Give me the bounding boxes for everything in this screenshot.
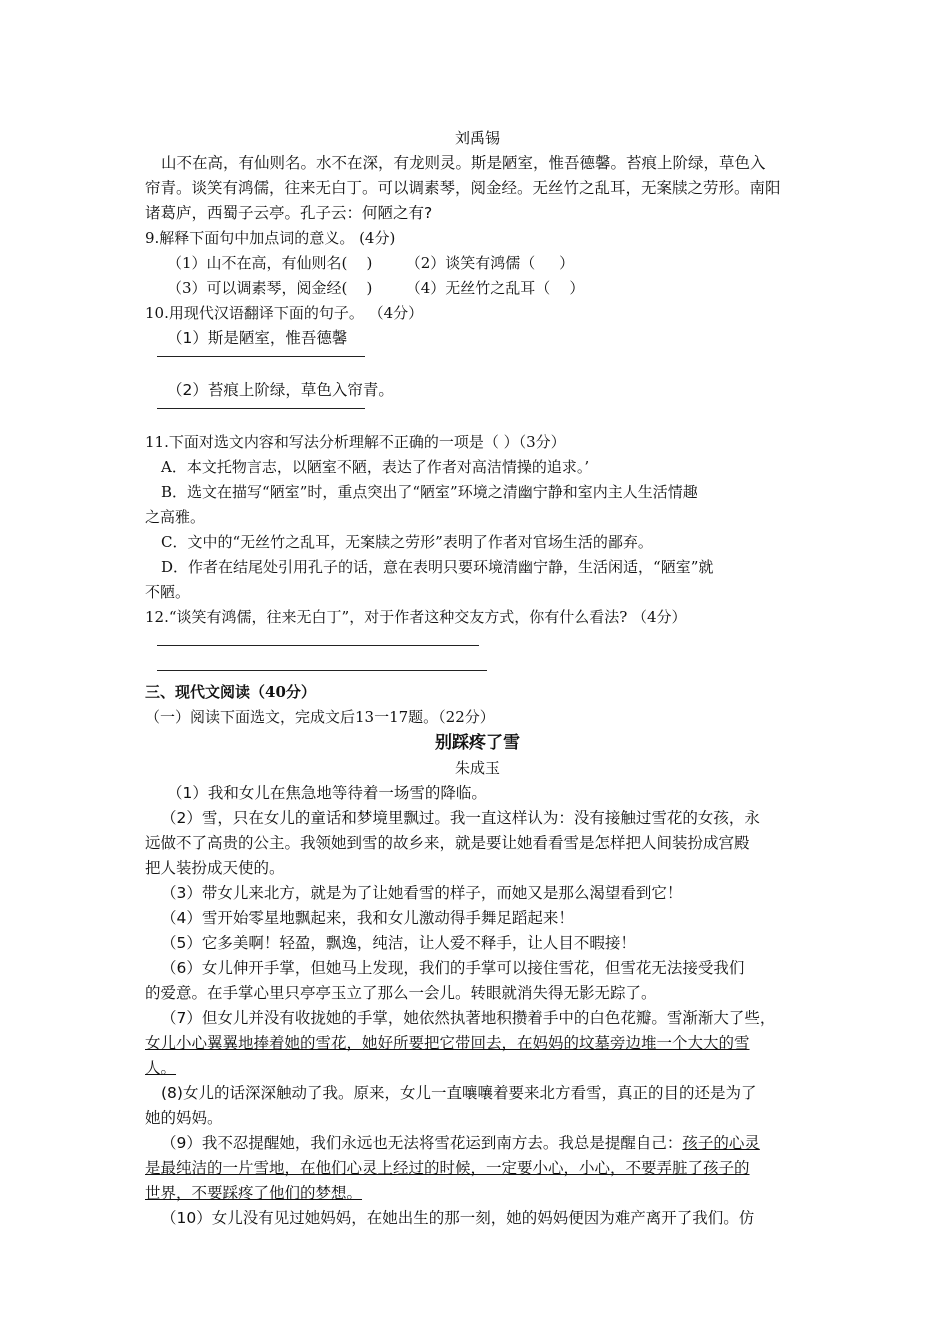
q11-option-d-line-1: D．作者在结尾处引用孔子的话，意在表明只要环境清幽宁静，生活闲适，“陋室”就 [161, 558, 714, 576]
q11-option-d-line-2: 不陋。 [145, 583, 191, 601]
story-paragraph-10: （10）女儿没有见过她妈妈，在她出生的那一刻，她的妈妈便因为难产离开了我们。仿 [161, 1209, 755, 1227]
q11-option-c: C．文中的“无丝竹之乱耳，无案牍之劳形”表明了作者对官场生活的鄙弃。 [161, 533, 653, 551]
q10-item-2: （2）苔痕上阶绿，草色入帘青。 [167, 381, 394, 399]
story-paragraph-5: （5）它多美啊！轻盈，飘逸，纯洁，让人爱不释手，让人目不暇接！ [161, 934, 636, 952]
answer-line[interactable] [157, 644, 479, 646]
answer-line[interactable] [157, 355, 365, 357]
story-paragraph-6-line-2: 的爱意。在手掌心里只亭亭玉立了那么一会儿。转眼就消失得无影无踪了。 [145, 984, 657, 1002]
poem-author: 刘禹锡 [454, 129, 500, 147]
q11-stem: 11.下面对选文内容和写法分析理解不正确的一项是（ ）（3分） [145, 433, 566, 451]
story-title: 别踩疼了雪 [435, 733, 520, 753]
story-paragraph-9-text: （9）我不忍提醒她，我们永远也无法将雪花运到南方去。我总是提醒自己： [161, 1134, 683, 1152]
q11-option-a: A．本文托物言志，以陋室不陋，表达了作者对高洁情操的追求。’ [161, 458, 590, 476]
story-paragraph-6-line-1: （6）女儿伸开手掌，但她马上发现，我们的手掌可以接住雪花，但雪花无法接受我们 [161, 959, 745, 977]
q10-answer-space-1 [145, 355, 810, 378]
answer-line[interactable] [157, 407, 365, 409]
section-3-subheading: （一）阅读下面选文，完成文后13一17题。（22分） [145, 708, 495, 726]
story-paragraph-9-line-3: 世界，不要踩疼了他们的梦想。 [145, 1184, 363, 1202]
q11-option-b-line-1: B．选文在描写“陋室”时，重点突出了“陋室”环境之清幽宁静和室内主人生活情趣 [161, 483, 698, 501]
document-page [145, 126, 810, 1231]
q9-row-1: （1）山不在高，有仙则名( ) （2）谈笑有鸿儒（ ） [167, 254, 575, 272]
story-author: 朱成玉 [454, 759, 500, 777]
story-paragraph-9-line-2: 是最纯洁的一片雪地，在他们心灵上经过的时候，一定要小心，小心，不要弄脏了孩子的 [145, 1159, 750, 1177]
answer-line[interactable] [157, 669, 487, 671]
q12-answer-space-2 [145, 655, 810, 680]
story-paragraph-7-line-3: 人。 [145, 1059, 177, 1077]
story-paragraph-1: （1）我和女儿在焦急地等待着一场雪的降临。 [167, 784, 487, 802]
poem-text-line-2: 帘青。谈笑有鸿儒，往来无白丁。可以调素琴，阅金经。无丝竹之乱耳，无案牍之劳形。南阳 [145, 179, 781, 197]
poem-text-line-1: 山不在高，有仙则名。水不在深，有龙则灵。斯是陋室，惟吾德馨。苔痕上阶绿，草色入 [161, 154, 766, 172]
q12-answer-space [145, 630, 810, 655]
story-paragraph-9-line-1 [145, 1131, 810, 1156]
story-paragraph-7-line-1: （7）但女儿并没有收拢她的手掌，她依然执著地积攒着手中的白色花瓣。雪渐渐大了些， [161, 1009, 776, 1027]
story-paragraph-4: （4）雪开始零星地飘起来，我和女儿激动得手舞足蹈起来！ [161, 909, 574, 927]
section-3-heading: 三、现代文阅读（40分） [145, 683, 316, 701]
story-paragraph-2-line-3: 把人装扮成天使的。 [145, 859, 285, 877]
story-paragraph-2-line-1: （2）雪，只在女儿的童话和梦境里飘过。我一直这样认为：没有接触过雪花的女孩，永 [161, 809, 760, 827]
q9-row-2: （3）可以调素琴，阅金经( ) （4）无丝竹之乱耳（ ） [167, 279, 585, 297]
story-paragraph-7-line-2: 女儿小心翼翼地捧着她的雪花，她好所要把它带回去，在妈妈的坟墓旁边堆一个大大的雪 [145, 1034, 750, 1052]
poem-text-line-3: 诸葛庐，西蜀子云亭。孔子云：何陋之有? [145, 204, 433, 222]
story-paragraph-3: （3）带女儿来北方，就是为了让她看雪的样子，而她又是那么渴望看到它！ [161, 884, 683, 902]
q9-stem: 9.解释下面句中加点词的意义。 (4分) [145, 229, 396, 247]
story-paragraph-8-line-1: (8)女儿的话深深触动了我。原来，女儿一直嚷嚷着要来北方看雪，真正的目的还是为了 [161, 1084, 757, 1102]
q10-stem: 10.用现代汉语翻译下面的句子。 （4分） [145, 304, 424, 322]
q10-answer-space-2 [145, 407, 810, 430]
q11-option-b-line-2: 之高雅。 [145, 508, 206, 526]
q10-item-1: （1）斯是陋室，惟吾德馨 [167, 329, 348, 347]
story-paragraph-8-line-2: 她的妈妈。 [145, 1109, 223, 1127]
story-paragraph-9-underlined: 孩子的心灵 [682, 1134, 760, 1152]
q12-stem: 12.“谈笑有鸿儒，往来无白丁”，对于作者这种交友方式，你有什么看法? （4分） [145, 608, 687, 626]
story-paragraph-2-line-2: 远做不了高贵的公主。我领她到雪的故乡来，就是要让她看看雪是怎样把人间装扮成宫殿 [145, 834, 750, 852]
